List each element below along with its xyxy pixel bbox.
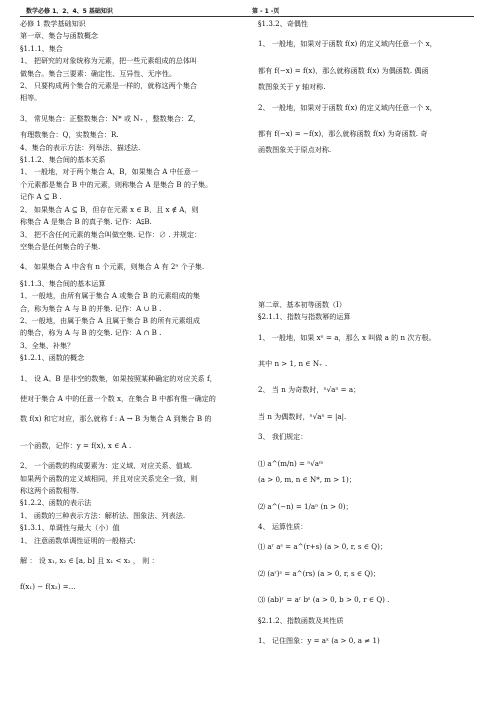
text-line: 1、 一般地，如果对于函数 f(x) 的定义域内任意一个 x， bbox=[258, 39, 437, 49]
text-line: 称集合 A 是集合 B 的真子集. 记作：A⫋B. bbox=[20, 217, 152, 227]
section-heading: §1.3.2、奇偶性 bbox=[258, 19, 308, 28]
text-line: 函数图象关于原点对称. bbox=[258, 145, 332, 155]
formula-line: ⑴ aʳ aˢ = a^(r+s) (a > 0, r, s ∈ Q)； bbox=[258, 542, 387, 552]
right-column bbox=[258, 18, 478, 647]
text-line: 3、 常见集合：正整数集合：N* 或 N₊ ，整数集合：Z， bbox=[20, 113, 201, 123]
section-heading: §1.1.2、集合间的基本关系 bbox=[20, 155, 106, 165]
formula-line: ⑶ (ab)ʳ = aʳ bˢ (a > 0, b > 0, r ∈ Q) . bbox=[258, 595, 390, 605]
text-line: 如果两个函数的定义域相同，并且对应关系完全一致，则 bbox=[20, 473, 198, 483]
left-column bbox=[20, 18, 245, 594]
text-line: 2、 一个函数的构成要素为：定义域、对应关系、值域. bbox=[20, 461, 193, 471]
section-heading: §2.1.1、指数与指数幂的运算 bbox=[258, 312, 351, 322]
text-line: 称这两个函数相等. bbox=[20, 486, 80, 495]
text-line: 2、 一般地，如果对于函数 f(x) 的定义域内任意一个 x， bbox=[258, 102, 437, 112]
text-line: 的集合，称为 A 与 B 的交集. 记作：A ∩ B . bbox=[20, 328, 162, 338]
text-line: 记作 A ⊆ B . bbox=[20, 192, 62, 202]
text-line: 2、 如果集合 A ⊆ B，但存在元素 x ∈ B，且 x ∉ A，则 bbox=[20, 204, 199, 214]
text-line: 其中 n > 1, n ∈ N₊ . bbox=[258, 359, 328, 369]
text-line: 1、 设 A、B 是非空的数集，如果按照某种确定的对应关系 f， bbox=[20, 373, 217, 383]
text-line: 解 ： 设 x₁, x₂ ∈ [a, b] 且 x₁ < x₂ ， 则 ： bbox=[20, 556, 159, 566]
chapter-heading: 第一章、集合与函数概念 bbox=[20, 31, 99, 41]
header-page-number: 第 - 1 -页 bbox=[252, 8, 280, 15]
text-line: 1、 记住图象：y = aˣ (a > 0, a ≠ 1) bbox=[258, 635, 380, 645]
text-line: 4、 运算性质： bbox=[258, 521, 308, 531]
formula-line: ⑵ a^(−n) = 1/aⁿ (n > 0)； bbox=[258, 501, 353, 511]
text-line: 都有 f(−x) = −f(x)，那么就称函数 f(x) 为奇函数. 奇 bbox=[258, 129, 428, 139]
text-line: 3、全集、补集？ bbox=[20, 340, 75, 350]
text-line: 空集合是任何集合的子集. bbox=[20, 241, 101, 251]
text-line: 3、 把不含任何元素的集合叫做空集. 记作：∅ . 并规定： bbox=[20, 229, 202, 239]
section-heading: §1.2.2、函数的表示法 bbox=[20, 498, 92, 508]
page-header bbox=[20, 4, 474, 17]
text-line: 2、 当 n 为奇数时，ⁿ√aⁿ = a； bbox=[258, 385, 361, 395]
text-line: 一个函数，记作：y = f(x), x ∈ A . bbox=[20, 440, 132, 450]
section-heading: §1.2.1、函数的概念 bbox=[20, 353, 85, 363]
formula-line: ⑴ a^(m/n) = ⁿ√aᵐ bbox=[258, 458, 324, 468]
formula-line: (a > 0, m, n ∈ N*, m > 1)； bbox=[258, 475, 356, 485]
text-line: 当 n 为偶数时，ⁿ√aⁿ = |a|. bbox=[258, 411, 347, 421]
text-line: 做集合。集合三要素：确定性、互异性、无序性。 bbox=[20, 68, 177, 78]
text-line: 1、 一般地，对于两个集合 A、B，如果集合 A 中任意一 bbox=[20, 167, 198, 177]
text-line: 2、 只要构成两个集合的元素是一样的，就称这两个集合 bbox=[20, 81, 198, 91]
doc-title: 必修 1 数学基础知识 bbox=[20, 19, 86, 28]
text-line: f(x₁) − f(x₂) =… bbox=[20, 582, 76, 592]
text-line: 4、 如果集合 A 中含有 n 个元素，则集合 A 有 2ⁿ 个子集. bbox=[20, 262, 205, 272]
text-line: 1、 注意函数单调性证明的一般格式: bbox=[20, 535, 136, 545]
text-line: 都有 f(−x) = f(x)，那么就称函数 f(x) 为偶函数. 偶函 bbox=[258, 65, 429, 75]
text-line: 4、集合的表示方法：列举法、描述法. bbox=[20, 142, 141, 152]
text-line: 合，称为集合 A 与 B 的并集. 记作：A ∪ B . bbox=[20, 303, 162, 313]
section-heading: §1.1.1、集合 bbox=[20, 43, 63, 53]
text-line: 3、 我们规定： bbox=[258, 432, 308, 442]
section-heading: §1.3.1、单调性与最大（小）值 bbox=[20, 523, 120, 533]
text-line: 数 f(x) 和它对应，那么就称 f : A → B 为集合 A 到集合 B 的 bbox=[20, 414, 212, 424]
text-line: 1、 函数的三种表示方法：解析法、图象法、列表法. bbox=[20, 510, 186, 520]
text-line: 1、 把研究的对象统称为元素，把一些元素组成的总体叫 bbox=[20, 56, 198, 66]
text-line: 有理数集合：Q，实数集合：R. bbox=[20, 130, 119, 140]
text-line: 个元素都是集合 B 中的元素，则称集合 A 是集合 B 的子集。 bbox=[20, 179, 213, 189]
formula-line: ⑵ (aʳ)ˢ = a^(rs) (a > 0, r, s ∈ Q)； bbox=[258, 568, 381, 578]
text-line: 相等。 bbox=[20, 93, 42, 103]
chapter-heading: 第二章、基本初等函数（Ⅰ） bbox=[258, 299, 346, 309]
section-heading: §1.1.3、集合间的基本运算 bbox=[20, 278, 106, 288]
text-line: 数图象关于 y 轴对称. bbox=[258, 82, 326, 92]
section-heading: §2.1.2、指数函数及其性质 bbox=[258, 615, 344, 625]
text-line: 1、一般地，由所有属于集合 A 或集合 B 的元素组成的集 bbox=[20, 291, 200, 301]
text-line: 2、一般地，由属于集合 A 且属于集合 B 的所有元素组成 bbox=[20, 315, 200, 325]
text-line: 1、 一般地，如果 xⁿ = a，那么 x 叫做 a 的 n 次方根。 bbox=[258, 332, 436, 342]
header-title: 数学必修 1、2、4、5 基础知识 bbox=[26, 8, 113, 15]
text-line: 使对于集合 A 中的任意一个数 x，在集合 B 中都有惟一确定的 bbox=[20, 393, 216, 403]
